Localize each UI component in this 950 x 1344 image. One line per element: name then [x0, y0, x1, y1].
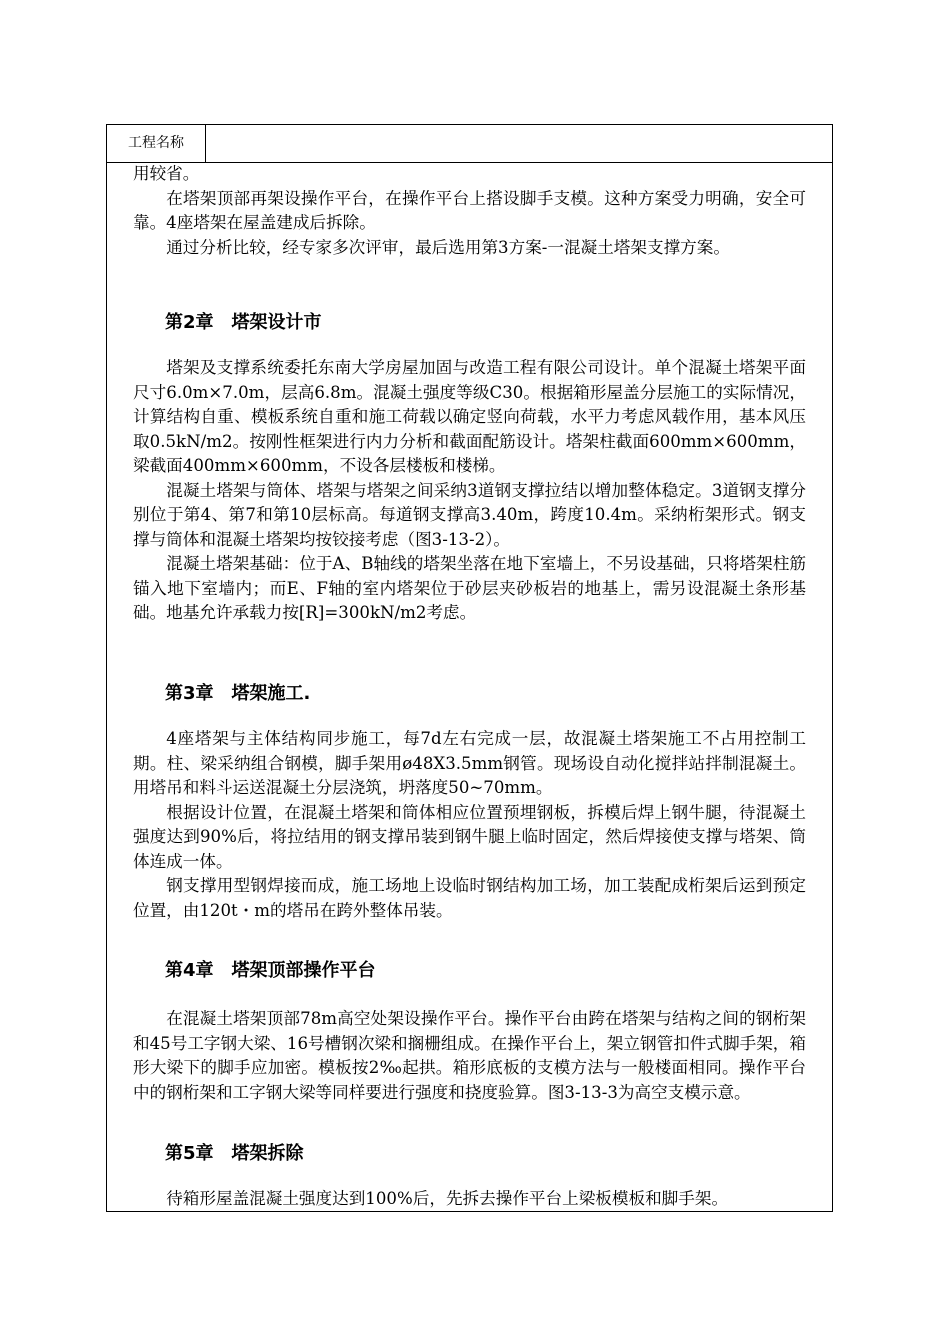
chapter-3-paragraph-1: 4座塔架与主体结构同步施工，每7d左右完成一层，故混凝土塔架施工不占用控制工期。柱、梁采纳组合钢模，脚手架用ø48X3.5mm钢管。现场设自动化搅拌站拌制混凝土。用塔吊和料斗运送混凝土分层浇筑，坍落度50~70mm。: [133, 729, 806, 797]
chapter-2-body: [133, 356, 806, 626]
chapter-5-heading-wrap: [133, 1142, 806, 1166]
chapter-2-heading-wrap: [133, 311, 806, 335]
chapter-4-body: [133, 1007, 806, 1105]
document-frame: [106, 124, 833, 1212]
chapter-4-title: 第4章 塔架顶部操作平台: [165, 960, 376, 981]
chapter-5-body: [133, 1187, 806, 1212]
header-row: [107, 125, 832, 163]
chapter-2-paragraph-1: 塔架及支撑系统委托东南大学房屋加固与改造工程有限公司设计。单个混凝土塔架平面尺寸6.0m×7.0m，层高6.8m。混凝土强度等级C30。根据箱形屋盖分层施工的实际情况，计算结构自重、模板系统自重和施工荷载以确定竖向荷载，水平力考虑风载作用，基本风压取0.5kN/m2。按刚性框架进行内力分析和截面配筋设计。塔架柱截面600mm×600mm，梁截面400mm×600mm，不设各层楼板和楼梯。: [133, 358, 806, 475]
chapter-2-paragraph-3: 混凝土塔架基础：位于A、B轴线的塔架坐落在地下室墙上，不另设基础，只将塔架柱筋锚入地下室墙内；而E、F轴的室内塔架位于砂层夹砂板岩的地基上，需另设混凝土条形基础。地基允许承载力按[R]=300kN/m2考虑。: [133, 554, 806, 622]
intro-paragraph-3: 通过分析比较，经专家多次评审，最后选用第3方案-一混凝土塔架支撑方案。: [166, 237, 730, 257]
chapter-2-title: 第2章 塔架设计市: [165, 312, 322, 333]
chapter-3-body: [133, 727, 806, 923]
chapter-3-title: 第3章 塔架施工.: [165, 683, 311, 704]
chapter-3-paragraph-3: 钢支撑用型钢焊接而成，施工场地上设临时钢结构加工场，加工装配成桁架后运到预定位置，由120t・m的塔吊在跨外整体吊装。: [133, 876, 806, 920]
chapter-3-heading-wrap: [133, 682, 806, 706]
chapter-2-paragraph-2: 混凝土塔架与筒体、塔架与塔架之间采纳3道钢支撑拉结以增加整体稳定。3道钢支撑分别位于第4、第7和第10层标高。每道钢支撑高3.40m，跨度10.4m。采纳桁架形式。钢支撑与筒体和混凝土塔架均按铰接考虑（图3-13-2）。: [133, 480, 806, 549]
project-name-value: [206, 125, 832, 162]
chapter-4-heading-wrap: [133, 959, 806, 983]
project-name-label: 工程名称: [107, 125, 206, 162]
intro-paragraph-1: 用较省。: [133, 164, 200, 183]
chapter-4-paragraph-1: 在混凝土塔架顶部78m高空处架设操作平台。操作平台由跨在塔架与结构之间的钢桁架和45号工字钢大梁、16号槽钢次梁和搁栅组成。在操作平台上，架立钢管扣件式脚手架，箱形大梁下的脚手应加密。模板按2‰起拱。箱形底板的支模方法与一般楼面相同。操作平台中的钢桁架和工字钢大梁等同样要进行强度和挠度验算。图3-13-3为高空支模示意。: [133, 1009, 806, 1102]
chapter-5-paragraph-1: 待箱形屋盖混凝土强度达到100%后，先拆去操作平台上梁板模板和脚手架。: [166, 1189, 729, 1208]
intro-paragraph-2: 在塔架顶部再架设操作平台，在操作平台上搭设脚手支模。这种方案受力明确，安全可靠。4座塔架在屋盖建成后拆除。: [133, 188, 806, 232]
chapter-3-paragraph-2: 根据设计位置，在混凝土塔架和筒体相应位置预埋钢板，拆模后焊上钢牛腿，待混凝土强度达到90%后，将拉结用的钢支撑吊装到钢牛腿上临时固定，然后焊接使支撑与塔架、筒体连成一体。: [133, 802, 806, 871]
intro-section: [133, 162, 806, 260]
chapter-5-title: 第5章 塔架拆除: [165, 1143, 304, 1164]
